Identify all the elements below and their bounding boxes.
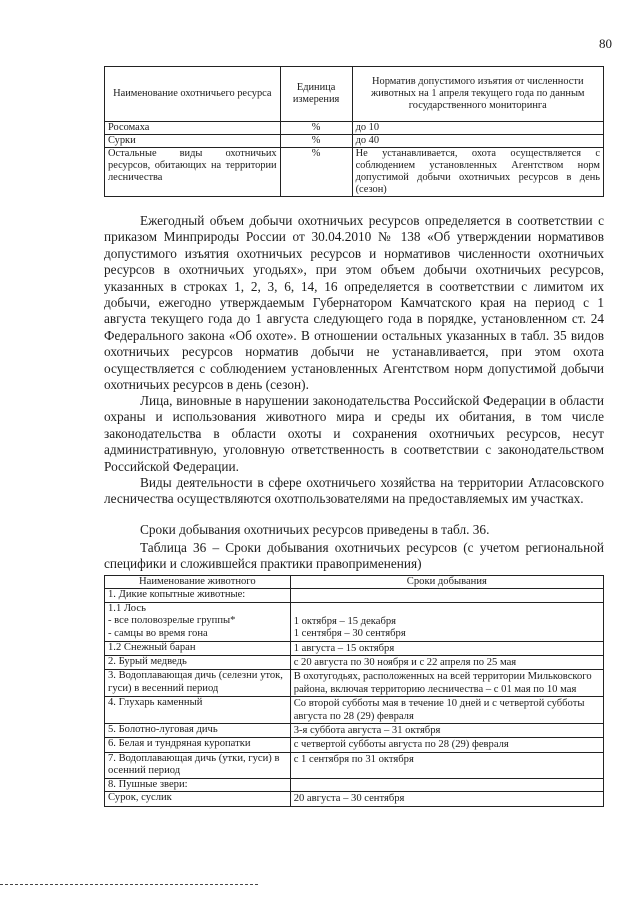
animal-name-cell: 1.1 Лось - все половозрелые группы* - самцы во время гона [105,602,291,641]
animal-name-cell: 1.2 Снежный баран [105,641,291,655]
column-header: Единица измерения [280,67,352,122]
table-cell: до 40 [352,135,603,148]
table-row [105,148,604,197]
table-row [105,656,604,670]
table-row [105,738,604,752]
table-header-row [105,67,604,122]
hunting-term-cell: 1 октября – 15 декабря 1 сентября – 30 сентября [290,602,603,641]
animal-name-cell: 2. Бурый медведь [105,656,291,670]
table-row [105,602,604,641]
column-header: Норматив допустимого изъятия от численности животных на 1 апреля текущего года по данным государственного мониторинга [352,67,603,122]
table-row [105,697,604,724]
hunting-term-cell: 3-я суббота августа – 31 октября [290,724,603,738]
page-number: 80 [599,36,612,51]
paragraph-table-reference: Сроки добывания охотничьих ресурсов приведены в табл. 36. [140,522,490,537]
hunting-quota-table [104,66,604,197]
table-cell: % [280,148,352,197]
table-cell: Сурки [105,135,281,148]
hunting-term-cell: с 1 сентября по 31 октября [290,752,603,778]
paragraph-volume: Ежегодный объем добычи охотничьих ресурсов определяется в соответствии с приказом Минприроды России от 30.04.2010 № 138 «Об утверждении нормативов допустимого изъятия охотничьих ресурсов и нормативов численности охотничьих ресурсов в охотничьих угодьях», при этом объем добычи охотничьих ресурсов, указанных в строках 1, 2, 3, 6, 14, 16 определяется в соответствии с лимитом их добычи, ежегодно утверждаемым Губернатором Камчатского края на период с 1 августа текущего года до 1 августа следующего года в порядке, установленном ст. 24 Федерального закона «Об охоте». В отношении остальных указанных в табл. 35 видов охотничьих ресурсов норматив добычи не устанавливается, при этом охота осуществляется с соблюдением установленных Агентством норм допустимой добычи охотничьих ресурсов в день (сезон). [104,213,604,393]
animal-name-cell: 5. Болотно-луговая дичь [105,724,291,738]
paragraph-liability: Лица, виновные в нарушении законодательства Российской Федерации в области охраны и использования животного мира и среды их обитания, в том числе законодательства в области охоты и сохранения охотничьих ресурсов, несут административную, уголовную ответственность в соответствии с законодательством Российской Федерации. [104,393,604,474]
table-row [105,752,604,778]
table-caption: Таблица 36 – Сроки добывания охотничьих ресурсов (с учетом региональной специфики и сложившейся практики правоприменения) [104,540,604,572]
column-header: Наименование животного [105,576,291,589]
hunting-term-cell: с четвертой субботы августа по 28 (29) февраля [290,738,603,752]
animal-name-cell: 3. Водоплавающая дичь (селезни уток, гуси) в весенний период [105,670,291,697]
animal-name-cell: 1. Дикие копытные животные: [105,589,291,602]
table-row [105,589,604,602]
animal-name-cell: 8. Пушные звери: [105,778,291,791]
table-row [105,122,604,135]
hunting-term-cell [290,778,603,791]
hunting-term-cell: 20 августа – 30 сентября [290,792,603,806]
table-cell: % [280,122,352,135]
table-cell: % [280,135,352,148]
column-header: Сроки добывания [290,576,603,589]
table-header-row [105,576,604,589]
hunting-terms-table [104,575,604,807]
table-row [105,778,604,791]
table-cell: до 10 [352,122,603,135]
hunting-term-cell [290,589,603,602]
column-header: Наименование охотничьего ресурса [105,67,281,122]
table-row [105,792,604,806]
hunting-term-cell: В охотугодьях, расположенных на всей территории Мильковского района, включая территорию лесничества – с 01 мая по 10 мая [290,670,603,697]
animal-name-cell: 6. Белая и тундряная куропатки [105,738,291,752]
animal-name-cell: Сурок, суслик [105,792,291,806]
table-cell: Росомаха [105,122,281,135]
table-cell: Остальные виды охотничьих ресурсов, обитающих на территории лесничества [105,148,281,197]
table-cell: Не устанавливается, охота осуществляется с соблюдением установленных Агентством норм допустимой добычи охотничьих ресурсов в день (сезон) [352,148,603,197]
hunting-term-cell: Со второй субботы мая в течение 10 дней и с четвертой субботы августа по 28 (29) февраля [290,697,603,724]
footnote-divider [0,884,258,885]
hunting-term-cell: 1 августа – 15 октября [290,641,603,655]
table-row [105,724,604,738]
animal-name-cell: 7. Водоплавающая дичь (утки, гуси) в осенний период [105,752,291,778]
hunting-term-cell: с 20 августа по 30 ноября и с 22 апреля по 25 мая [290,656,603,670]
table-row [105,670,604,697]
animal-name-cell: 4. Глухарь каменный [105,697,291,724]
table-row [105,641,604,655]
paragraph-activities: Виды деятельности в сфере охотничьего хозяйства на территории Атласовского лесничества осуществляются охотпользователями на предоставляемых им участках. [104,475,604,507]
table-row [105,135,604,148]
